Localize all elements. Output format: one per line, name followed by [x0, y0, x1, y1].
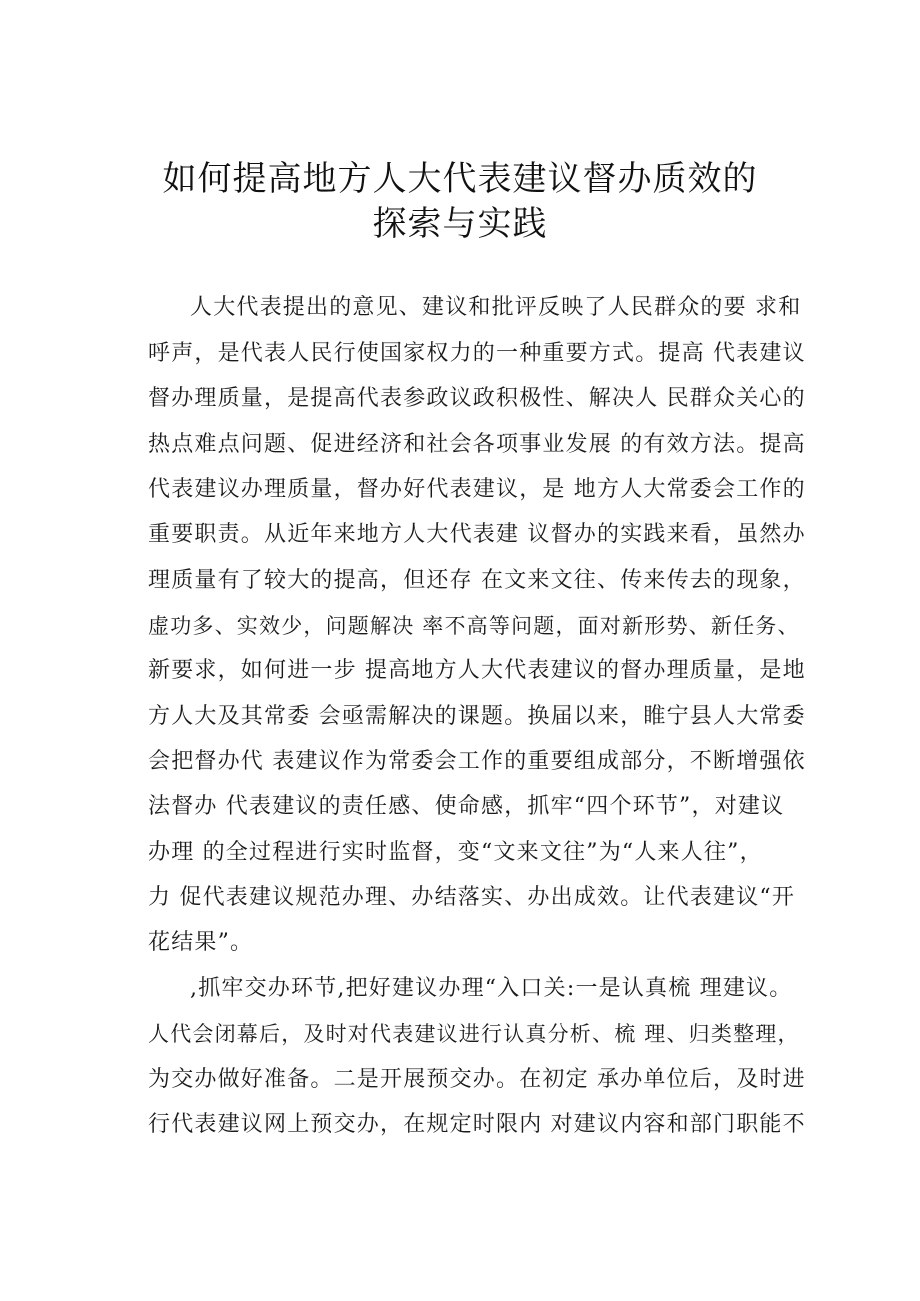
paragraph1-line-2: 呼声，是代表人民行使国家权力的一种重要方式。提高 代表建议 [148, 341, 806, 366]
paragraph1-line-13: 办理 的全过程进行实时监督，变“文来文往”为“人来人往”， [148, 840, 763, 865]
document-title-line-2: 探索与实践 [372, 204, 548, 244]
document-title-line-1: 如何提高地方人大代表建议督办质效的 [162, 159, 758, 199]
paragraph1-line-5: 代表建议办理质量，督办好代表建议，是 地方人大常委会工作的 [148, 477, 806, 502]
paragraph2-line-2: 人代会闭幕后，及时对代表建议进行认真分析、梳 理、归类整理， [148, 1022, 800, 1046]
paragraph1-line-9: 新要求，如何进一步 提高地方人大代表建议的督办理质量，是地 [148, 658, 806, 683]
paragraph1-line-3: 督办理质量，是提高代表参政议政积极性、解决人 民群众关心的 [148, 386, 806, 411]
paragraph1-line-1: 人大代表提出的意见、建议和批评反映了人民群众的要 求和 [190, 295, 802, 320]
paragraph1-line-15: 花结果”。 [148, 930, 254, 955]
paragraph1-line-4: 热点难点问题、促进经济和社会各项事业发展 的有效方法。提高 [148, 432, 806, 457]
paragraph1-line-12: 法督办 代表建议的责任感、使命感，抓牢“四个环节”，对建议 [148, 794, 785, 819]
paragraph1-line-8: 虚功多、实效少，问题解决 率不高等问题，面对新形势、新任务、 [148, 614, 800, 638]
paragraph1-line-10: 方人大及其常委 会亟需解决的课题。换届以来，睢宁县人大常委 [148, 704, 806, 729]
paragraph1-line-7: 理质量有了较大的提高，但还存 在文来文往、传来传去的现象， [148, 568, 806, 593]
paragraph2-line-1: ,抓牢交办环节,把好建议办理“入口关:一是认真梳 理建议。 [190, 976, 793, 1001]
paragraph2-line-3: 为交办做好准备。二是开展预交办。在初定 承办单位后，及时进 [148, 1067, 806, 1092]
paragraph1-line-14: 力 促代表建议规范办理、办结落实、办出成效。让代表建议“开 [148, 885, 796, 910]
paragraph2-line-4: 行代表建议网上预交办，在规定时限内 对建议内容和部门职能不 [148, 1112, 806, 1137]
paragraph1-line-11: 会把督办代 表建议作为常委会工作的重要组成部分，不断增强依 [148, 749, 806, 774]
paragraph1-line-6: 重要职责。从近年来地方人大代表建 议督办的实践来看，虽然办 [148, 522, 806, 547]
